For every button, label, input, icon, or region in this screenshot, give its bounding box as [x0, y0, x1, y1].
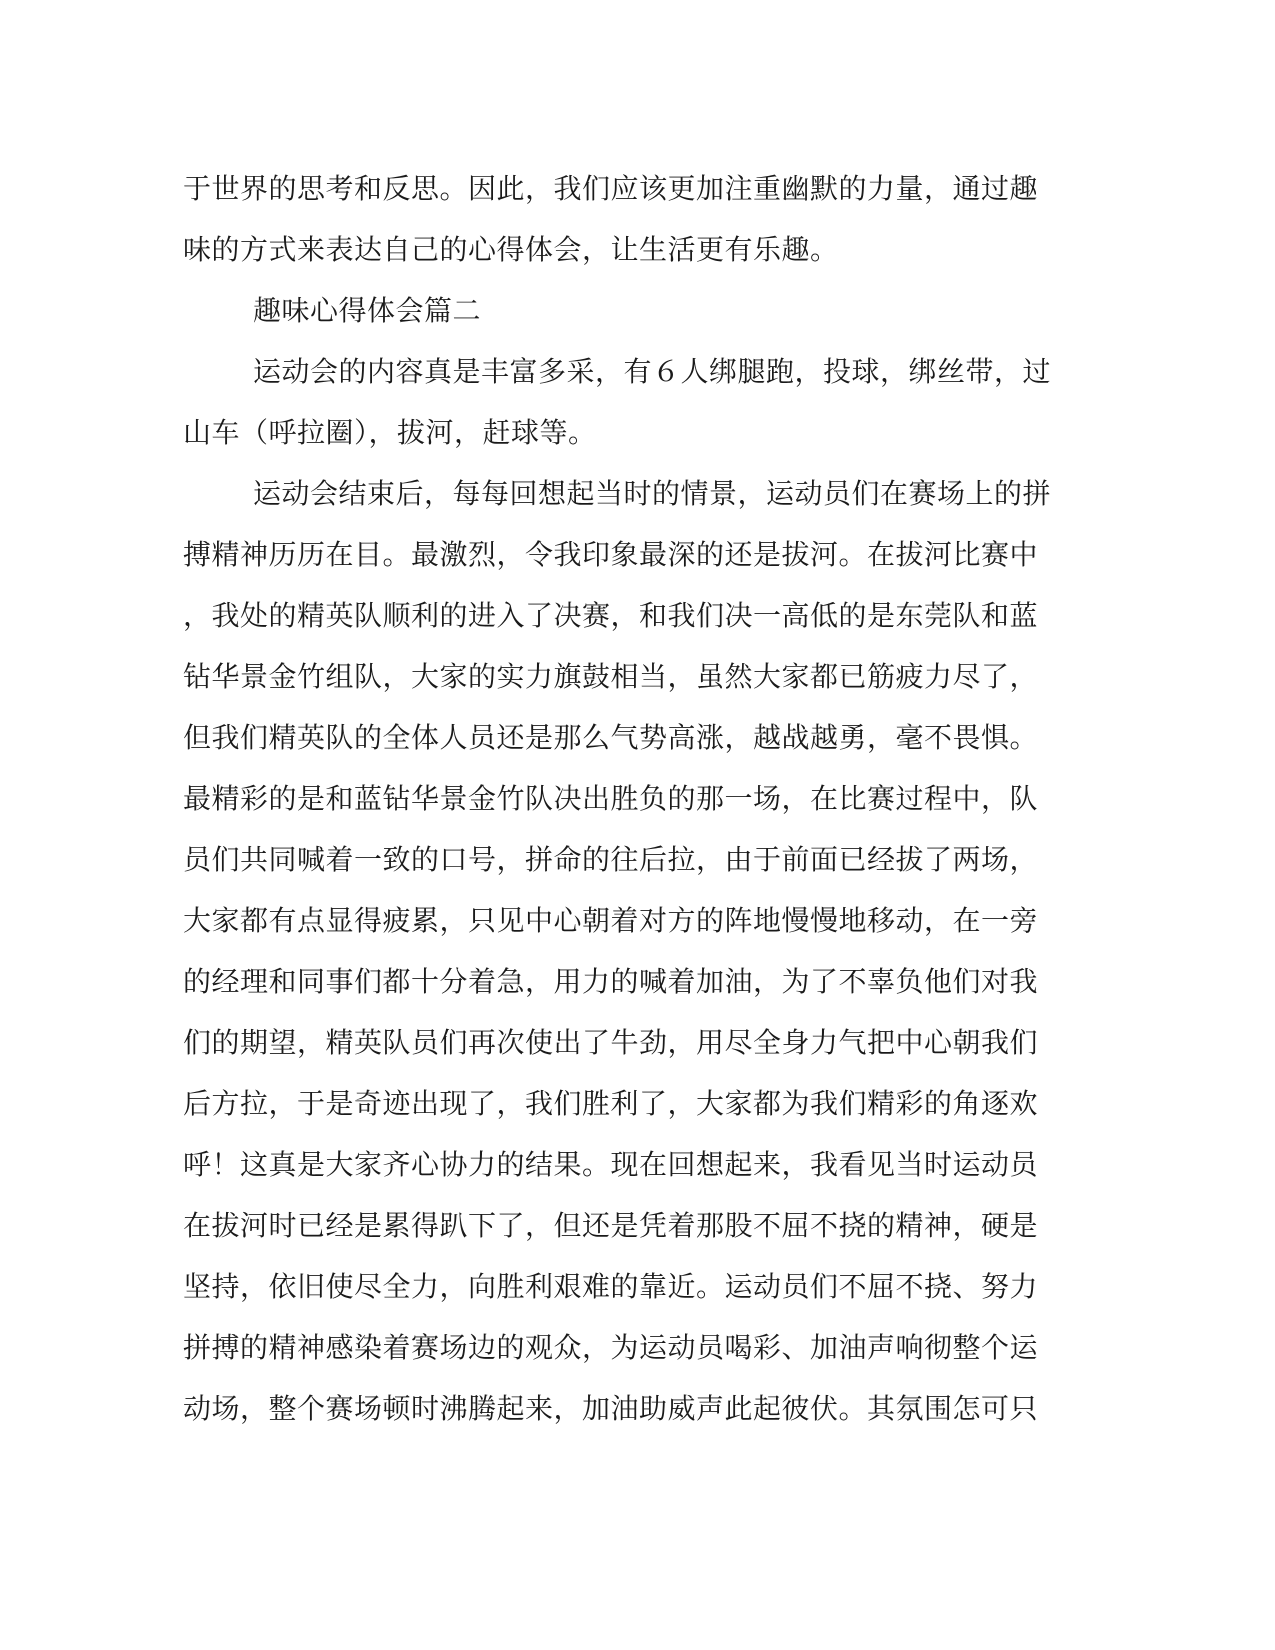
- paragraph-start-line: 运动会的内容真是丰富多采，有６人绑腿跑，投球，绑丝带，过: [253, 355, 1052, 388]
- text-line: 于世界的思考和反思。因此，我们应该更加注重幽默的力量，通过趣: [183, 172, 1039, 205]
- text-line: 大家都有点显得疲累，只见中心朝着对方的阵地慢慢地移动，在一旁: [183, 904, 1039, 937]
- text-line: 搏精神历历在目。最激烈，令我印象最深的还是拔河。在拔河比赛中: [183, 538, 1039, 571]
- text-line: 拼搏的精神感染着赛场边的观众，为运动员喝彩、加油声响彻整个运: [183, 1331, 1039, 1364]
- text-line: 最精彩的是和蓝钻华景金竹队决出胜负的那一场，在比赛过程中，队: [183, 782, 1039, 815]
- text-line: 坚持，依旧使尽全力，向胜利艰难的靠近。运动员们不屈不挠、努力: [183, 1270, 1039, 1303]
- text-line: 但我们精英队的全体人员还是那么气势高涨，越战越勇，毫不畏惧。: [183, 721, 1039, 754]
- text-line: 呼！这真是大家齐心协力的结果。现在回想起来，我看见当时运动员: [183, 1148, 1039, 1181]
- section-heading: 趣味心得体会篇二: [253, 294, 482, 327]
- text-line: 山车（呼拉圈），拔河，赶球等。: [183, 416, 597, 449]
- text-line: 们的期望，精英队员们再次使出了牛劲，用尽全身力气把中心朝我们: [183, 1026, 1039, 1059]
- text-line: 在拔河时已经是累得趴下了，但还是凭着那股不屈不挠的精神，硬是: [183, 1209, 1039, 1242]
- paragraph-start-line: 运动会结束后，每每回想起当时的情景，运动员们在赛场上的拼: [253, 477, 1052, 510]
- text-line: 的经理和同事们都十分着急，用力的喊着加油，为了不辜负他们对我: [183, 965, 1039, 998]
- text-line: 后方拉，于是奇迹出现了，我们胜利了，大家都为我们精彩的角逐欢: [183, 1087, 1039, 1120]
- text-line: 动场，整个赛场顿时沸腾起来，加油助威声此起彼伏。其氛围怎可只: [183, 1392, 1039, 1425]
- document-body: [183, 158, 1052, 1439]
- text-line: 钻华景金竹组队，大家的实力旗鼓相当，虽然大家都已筋疲力尽了，: [183, 660, 1039, 693]
- text-line: ，我处的精英队顺利的进入了决赛，和我们决一高低的是东莞队和蓝: [183, 599, 1039, 632]
- text-line: 员们共同喊着一致的口号，拼命的往后拉，由于前面已经拔了两场，: [183, 843, 1039, 876]
- text-line: 味的方式来表达自己的心得体会，让生活更有乐趣。: [183, 233, 839, 266]
